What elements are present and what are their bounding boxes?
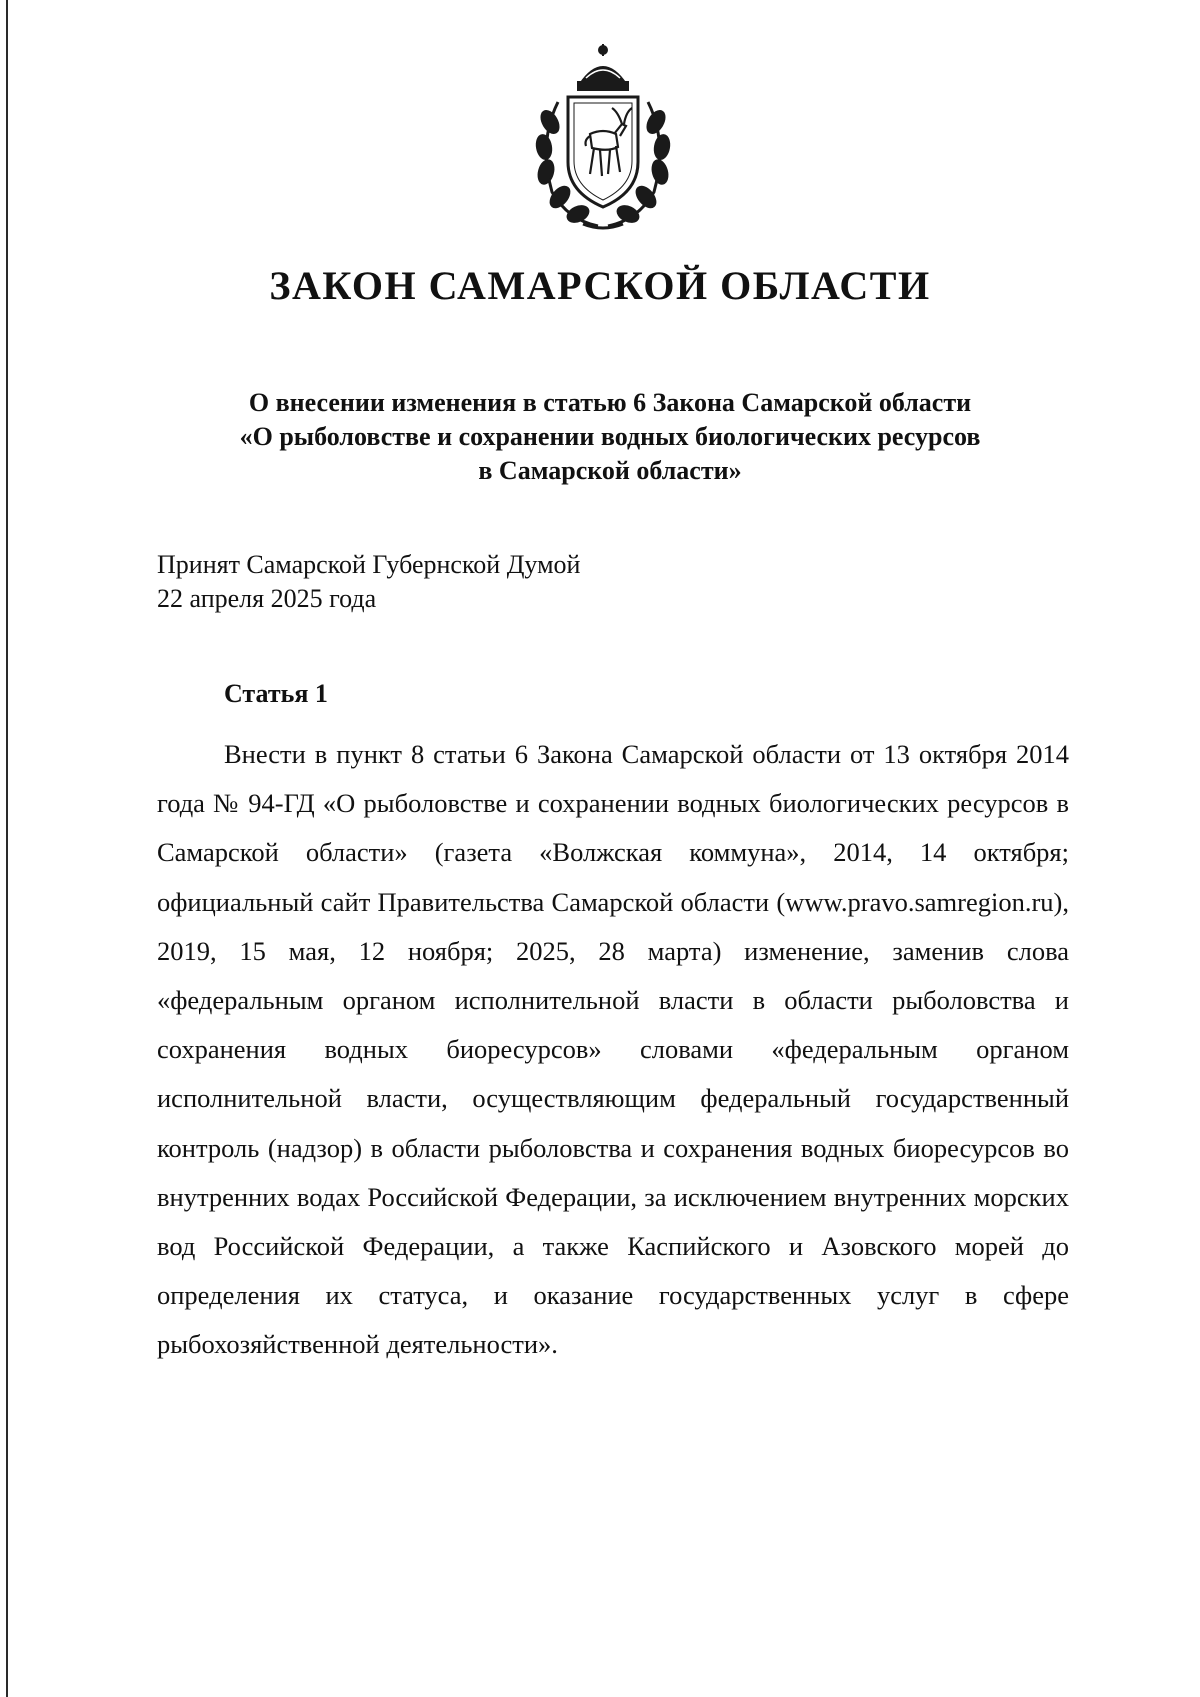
- article-heading: Статья 1: [224, 679, 328, 708]
- subtitle-line: «О рыболовстве и сохранении водных биологических ресурсов: [239, 422, 981, 451]
- law-subtitle: [150, 386, 1070, 488]
- adopted-by: Принят Самарской Губернской Думой: [157, 550, 581, 579]
- page-left-edge: [6, 0, 8, 1697]
- subtitle-line: О внесении изменения в статью 6 Закона Самарской области: [248, 388, 972, 417]
- article-body: Внести в пункт 8 статьи 6 Закона Самарской области от 13 октября 2014 года № 94-ГД «О рыболовстве и сохранении водных биологических ресурсов в Самарской области» (газета «Волжская коммуна», 2014, 14 октября; официальный сайт Правительства Самарской области (www.pravo.samregion.ru), 2019, 15 мая, 12 ноября; 2025, 28 марта) изменение, заменив слова «федеральным органом исполнительной власти в области рыболовства и сохранения водных биоресурсов» словами «федеральным органом исполнительной власти, осуществляющим федеральный государственный контроль (надзор) в области рыболовства и сохранения водных биоресурсов во внутренних водах Российской Федерации, за исключением внутренних морских вод Российской Федерации, а также Каспийского и Азовского морей до определения их статуса, и оказание государственных услуг в сфере рыбохозяйственной деятельности».: [157, 739, 1069, 1360]
- adoption-date: 22 апреля 2025 года: [157, 584, 377, 613]
- samara-coat-of-arms-icon: [528, 42, 678, 232]
- adoption-info: [157, 548, 580, 616]
- subtitle-line: в Самарской области»: [478, 456, 742, 485]
- law-title: ЗАКОН САМАРСКОЙ ОБЛАСТИ: [269, 263, 931, 308]
